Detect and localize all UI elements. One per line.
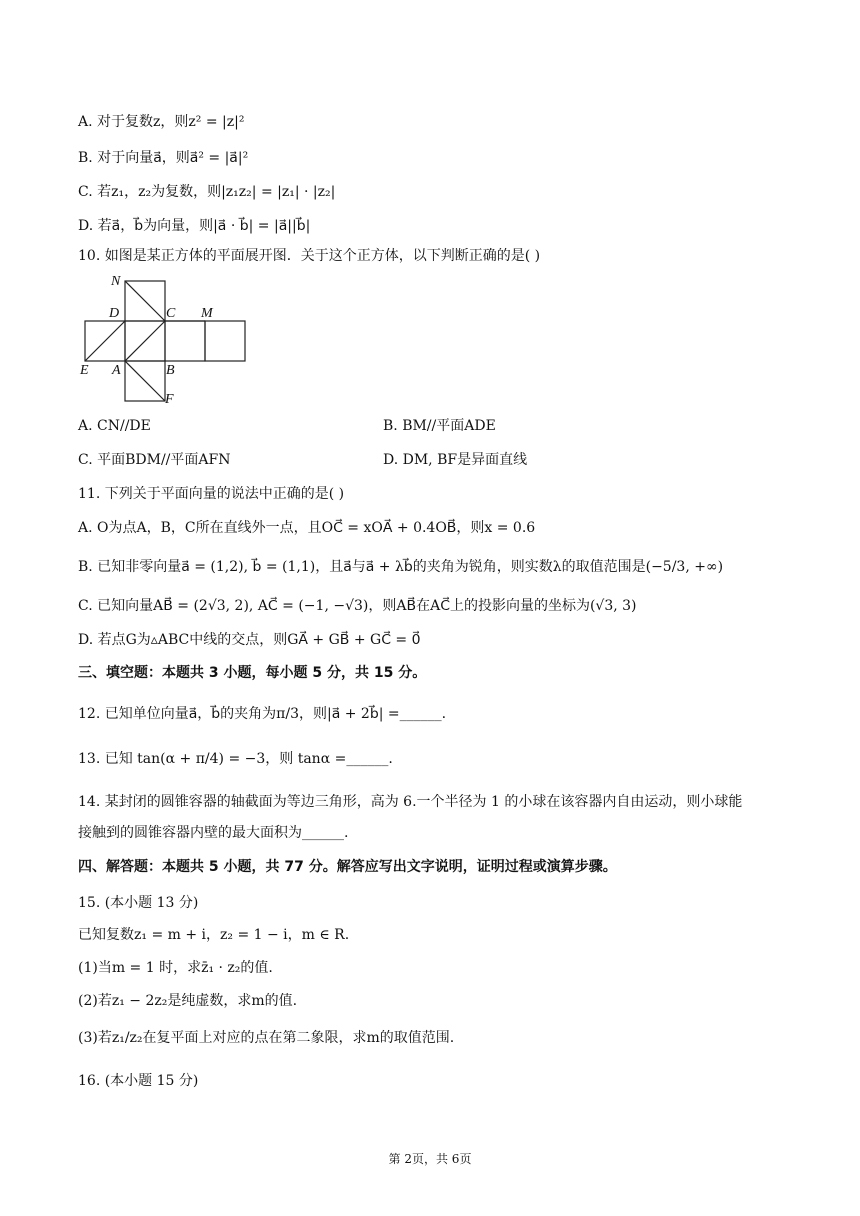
- label-f: F: [165, 392, 174, 407]
- question-14-line2: 接触到的圆锥容器内壁的最大面积为______.: [78, 825, 349, 841]
- option-9d: D. 若a⃗，b⃗为向量，则|a⃗ · b⃗| = |a⃗||b⃗|: [78, 218, 311, 234]
- option-9a: A. 对于复数z，则z² = |z|²: [78, 114, 245, 130]
- option-9c: C. 若z₁，z₂为复数，则|z₁z₂| = |z₁| · |z₂|: [78, 184, 336, 200]
- question-11: 11. 下列关于平面向量的说法中正确的是( ): [78, 486, 345, 502]
- label-c: C: [166, 306, 176, 321]
- option-10a: A. CN//DE: [78, 418, 151, 434]
- option-9b: B. 对于向量a⃗，则a⃗² = |a⃗|²: [78, 150, 249, 166]
- cube-net-figure: [78, 272, 258, 412]
- question-15-part2: (2)若z₁ − 2z₂是纯虚数，求m的值.: [78, 993, 298, 1009]
- label-n: N: [111, 274, 121, 289]
- section-4-heading: 四、解答题：本题共 5 小题，共 77 分。解答应写出文字说明，证明过程或演算步骤。: [78, 859, 617, 875]
- question-13: 13. 已知 tan(α + π/4) = −3，则 tanα =______.: [78, 751, 393, 767]
- question-15-part1: (1)当m = 1 时，求z̄₁ · z₂的值.: [78, 960, 273, 976]
- option-11c: C. 已知向量AB⃗ = (2√3, 2), AC⃗ = (−1, −√3)，则AB⃗在AC⃗上的投影向量的坐标为(√3, 3): [78, 598, 637, 614]
- question-16-title: 16. (本小题 15 分): [78, 1073, 199, 1089]
- page-footer: 第 2页，共 6页: [388, 1152, 472, 1166]
- label-a: A: [112, 363, 121, 378]
- label-m: M: [201, 306, 213, 321]
- option-10c: C. 平面BDM//平面AFN: [78, 452, 231, 468]
- question-14-line1: 14. 某封闭的圆锥容器的轴截面为等边三角形，高为 6.一个半径为 1 的小球在该容器内自由运动，则小球能: [78, 794, 743, 810]
- label-b: B: [166, 363, 175, 378]
- label-e: E: [80, 363, 89, 378]
- section-3-heading: 三、填空题：本题共 3 小题，每小题 5 分，共 15 分。: [78, 665, 427, 681]
- label-d: D: [109, 306, 120, 321]
- question-15-title: 15. (本小题 13 分): [78, 895, 199, 911]
- option-11a: A. O为点A，B，C所在直线外一点，且OC⃗ = xOA⃗ + 0.4OB⃗，则x = 0.6: [78, 520, 536, 536]
- question-12: 12. 已知单位向量a⃗，b⃗的夹角为π/3，则|a⃗ + 2b⃗| =______.: [78, 706, 447, 722]
- question-15-stem: 已知复数z₁ = m + i，z₂ = 1 − i，m ∈ R.: [78, 927, 350, 943]
- option-11b: B. 已知非零向量a⃗ = (1,2), b⃗ = (1,1)，且a⃗与a⃗ + λb⃗的夹角为锐角，则实数λ的取值范围是(−5/3, +∞): [78, 559, 724, 575]
- option-11d: D. 若点G为▵ABC中线的交点，则GA⃗ + GB⃗ + GC⃗ = 0⃗: [78, 632, 421, 648]
- question-10: 10. 如图是某正方体的平面展开图．关于这个正方体，以下判断正确的是( ): [78, 248, 541, 264]
- question-15-part3: (3)若z₁/z₂在复平面上对应的点在第二象限，求m的取值范围.: [78, 1030, 455, 1046]
- option-10d: D. DM, BF是异面直线: [383, 452, 528, 468]
- option-10b: B. BM//平面ADE: [383, 418, 496, 434]
